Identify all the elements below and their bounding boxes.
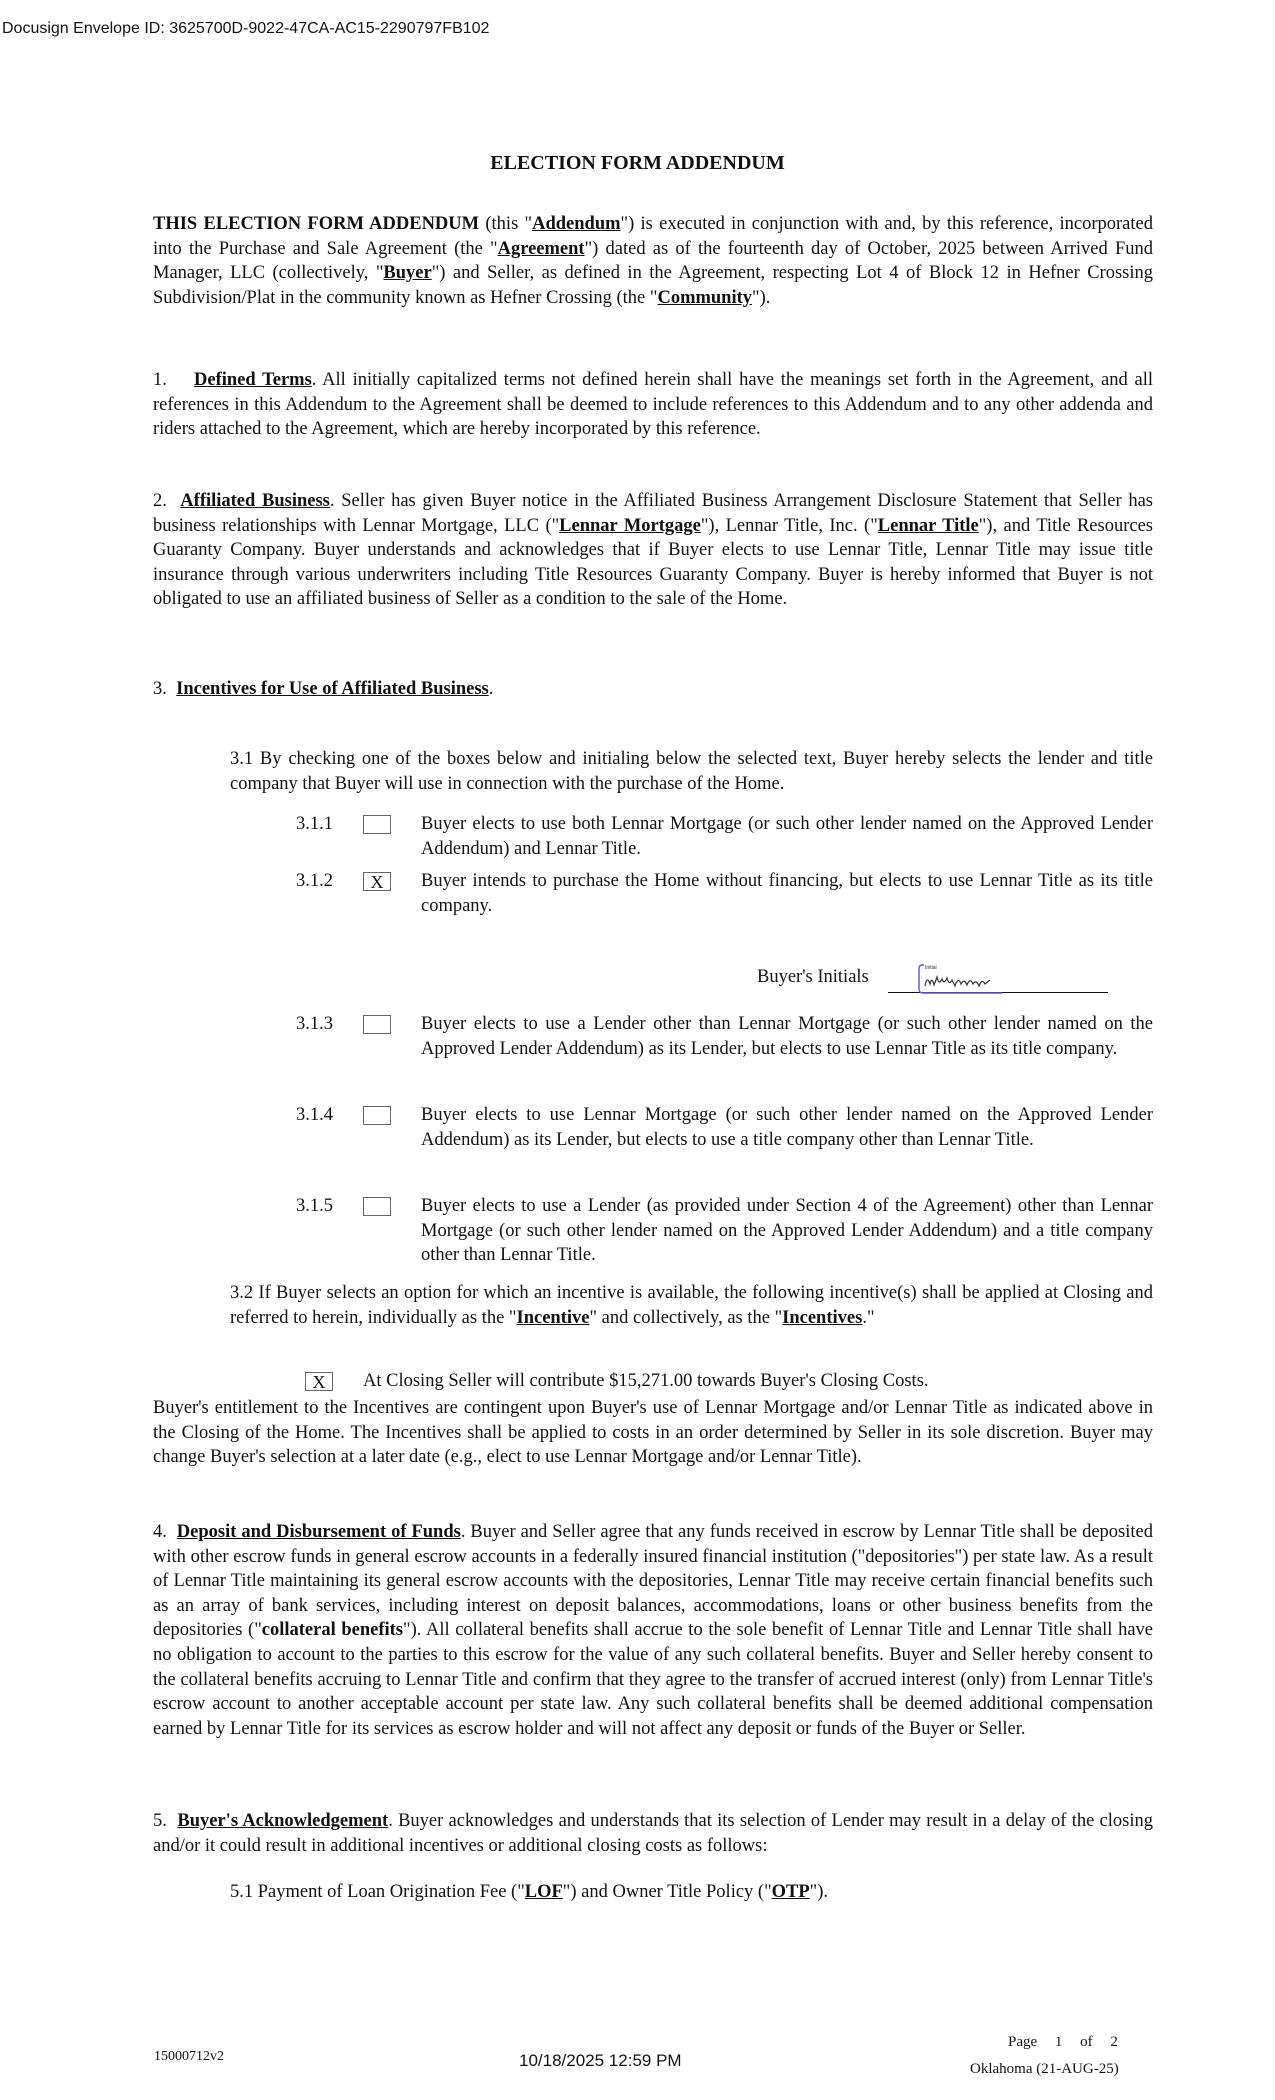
term-collateral-benefits: collateral benefits [261, 1620, 404, 1641]
form-id: 15000712v2 [154, 2049, 224, 2064]
option-text: Buyer elects to use both Lennar Mortgage (or such other lender named on the Approved Lender Addendum) and Lennar Title. [421, 814, 1153, 859]
option-checkbox[interactable] [363, 1015, 391, 1034]
incentive-text: At Closing Seller will contribute $15,271.00 towards Buyer's Closing Costs. [363, 1371, 929, 1391]
term-lof: LOF [524, 1882, 563, 1902]
section-5 [153, 1809, 1153, 1858]
signing-timestamp: 10/18/2025 12:59 PM [519, 2051, 682, 2070]
section-5-text: . Buyer acknowledges and understands that its selection of Lender may result in a delay of the closing and/or it could result in additional incentives or additional closing costs as follows: [153, 1811, 1153, 1856]
docusign-envelope-id: Docusign Envelope ID: 3625700D-9022-47CA-AC15-2290797FB102 [2, 20, 490, 37]
section-1-heading: Defined Terms [194, 370, 312, 390]
option-number: 3.1.4 [296, 1105, 333, 1125]
section-2-heading: Affiliated Business [180, 491, 330, 511]
section-5-1-text-3: "). [809, 1882, 829, 1902]
state-version: Oklahoma (21-AUG-25) [970, 2061, 1119, 2077]
section-2 [153, 489, 1153, 612]
option-3-1-1 [0, 812, 1275, 862]
section-2-text-3: "), and Title Resources Guaranty Company. Buyer understands and acknowledges that if Buyer elects to use Lennar Title, Lennar Title may issue title insurance through various underwriters including Title Resources Guaranty Company. Buyer is hereby informed that Buyer is not obligated to use an affiliated business of Seller as a condition to the sale of the Home. [153, 515, 1153, 610]
section-4-text-2: "). All collateral benefits shall accrue to the sole benefit of Lennar Title and Lennar Title shall have no obligation to account to the parties to this escrow for the value of any such collateral benefits. Buyer and Seller hereby consent to the collateral benefits accruing to Lennar Title and confirm that they agree to the transfer of accrued interest (only) from Lennar Title's escrow account to another acceptable account per state law. Any such collateral benefits shall be deemed additional compensation earned by Lennar Title for its services as escrow holder and will not affect any deposit or funds of the Buyer or Seller. [153, 1620, 1153, 1739]
option-3-1-5 [0, 1194, 1275, 1269]
section-3-heading-line [153, 677, 1153, 702]
option-checkbox[interactable] [363, 815, 391, 834]
intro-text-1: (this " [479, 214, 533, 234]
intro-paragraph [153, 212, 1153, 310]
section-5-number: 5. [153, 1811, 167, 1831]
section-5-1-text-1: 5.1 Payment of Loan Origination Fee (" [230, 1882, 525, 1902]
svg-text:Initial: Initial [925, 965, 937, 971]
term-agreement: Agreement [497, 238, 585, 259]
section-3-2-text-1: 3.2 If Buyer selects an option for which an incentive is available, the following incentive(s) shall be applied at Closing and referred to herein, individually as the " [230, 1283, 1153, 1328]
intro-text-2: ") is executed in conjunction with and, by this reference, incorporated into the Purchase and Sale Agreement (the " [153, 214, 1153, 259]
intro-text-4: ") and Seller, as defined in the Agreement, respecting Lot 4 of Block 12 in Hefner Crossing Subdivision/Plat in the community known as Hefner Crossing (the " [153, 263, 1153, 308]
section-1-number: 1. [153, 370, 167, 390]
intro-text-3: ") dated as of the fourteenth day of October, 2025 between Arrived Fund Manager, LLC (collectively, " [153, 238, 1153, 284]
option-number: 3.1.1 [296, 814, 333, 834]
section-3-1: 3.1 By checking one of the boxes below and initialing below the selected text, Buyer hereby selects the lender and title company that Buyer will use in connection with the purchase of the Home. [230, 749, 1153, 794]
intro-lead: THIS ELECTION FORM ADDENDUM [153, 214, 480, 234]
option-number: 3.1.2 [296, 871, 333, 891]
document-title: ELECTION FORM ADDENDUM [490, 152, 785, 174]
term-community: Community [657, 287, 753, 308]
initials-signature-field[interactable] [918, 962, 1012, 996]
page-number: Page 1 of 2 [1008, 2034, 1118, 2050]
option-3-1-3 [0, 1012, 1275, 1087]
section-3-number: 3. [153, 679, 167, 699]
term-buyer: Buyer [383, 263, 432, 284]
section-4-heading: Deposit and Disbursement of Funds [176, 1522, 461, 1542]
section-3-period: . [488, 679, 494, 699]
section-2-number: 2. [153, 491, 167, 511]
section-2-text-1: . Seller has given Buyer notice in the Affiliated Business Arrangement Disclosure Statement that Seller has business relationships with Lennar Mortgage, LLC (" [153, 491, 1153, 536]
section-1-text: . All initially capitalized terms not defined herein shall have the meanings set forth in the Agreement, and all references in this Addendum to the Agreement shall be deemed to include references to this Addendum and to any other addenda and riders attached to the Agreement, which are hereby incorporated by this reference. [153, 370, 1154, 440]
section-3-heading: Incentives for Use of Affiliated Business [176, 679, 489, 699]
incentives-entitlement: Buyer's entitlement to the Incentives are contingent upon Buyer's use of Lennar Mortgage and/or Lennar Title as indicated above in the Closing of the Home. The Incentives shall be applied to costs in an order determined by Seller in its sole discretion. Buyer may change Buyer's selection at a later date (e.g., elect to use Lennar Mortgage and/or Lennar Title). [153, 1398, 1153, 1468]
option-text: Buyer elects to use a Lender (as provided under Section 4 of the Agreement) other than Lennar Mortgage (or such other lender named on the Approved Lender Addendum) and a title company other than Lennar Title. [421, 1196, 1153, 1266]
option-checkbox[interactable] [363, 1106, 391, 1125]
option-text: Buyer elects to use Lennar Mortgage (or such other lender named on the Approved Lender Addendum) as its Lender, but elects to use a title company other than Lennar Title. [421, 1105, 1153, 1150]
buyers-initials-label: Buyer's Initials [757, 967, 869, 987]
incentive-checkbox[interactable]: X [305, 1372, 333, 1391]
option-checkbox[interactable]: X [363, 872, 391, 891]
section-4 [153, 1520, 1153, 1741]
intro-text-5: "). [752, 287, 771, 308]
section-5-1 [230, 1880, 1153, 1905]
option-number: 3.1.5 [296, 1196, 333, 1216]
term-lennar-mortgage: Lennar Mortgage [559, 515, 701, 536]
option-3-1-4 [0, 1103, 1275, 1178]
section-4-text-1: . Buyer and Seller agree that any funds received in escrow by Lennar Title shall be deposited with other escrow funds in general escrow accounts in a federally insured financial institution ("depositories") per state law. As a result of Lennar Title maintaining its general escrow accounts with the depositories, Lennar Title may receive certain financial benefits such as an array of bank services, including interest on deposit balances, accommodations, loans or other business benefits from the depositories (" [153, 1522, 1153, 1641]
term-otp: OTP [771, 1882, 810, 1902]
section-3-2-text-3: ." [862, 1307, 875, 1328]
section-4-number: 4. [153, 1522, 167, 1542]
section-5-heading: Buyer's Acknowledgement [177, 1811, 389, 1831]
term-incentive: Incentive [516, 1307, 590, 1328]
section-5-1-text-2: ") and Owner Title Policy (" [562, 1882, 772, 1902]
option-3-1-2 [0, 869, 1275, 919]
option-checkbox[interactable] [363, 1197, 391, 1216]
term-addendum: Addendum [532, 214, 621, 234]
section-3-2-text-2: " and collectively, as the " [589, 1307, 783, 1328]
option-text: Buyer elects to use a Lender other than Lennar Mortgage (or such other lender named on the Approved Lender Addendum) as its Lender, but elects to use Lennar Title as its title company. [421, 1014, 1153, 1059]
option-text: Buyer intends to purchase the Home without financing, but elects to use Lennar Title as its title company. [421, 871, 1153, 916]
term-lennar-title: Lennar Title [877, 515, 979, 536]
option-number: 3.1.3 [296, 1014, 333, 1034]
section-3-2 [230, 1281, 1153, 1330]
term-incentives: Incentives [782, 1307, 863, 1328]
section-1 [153, 368, 1153, 442]
section-2-text-2: "), Lennar Title, Inc. (" [700, 515, 878, 536]
